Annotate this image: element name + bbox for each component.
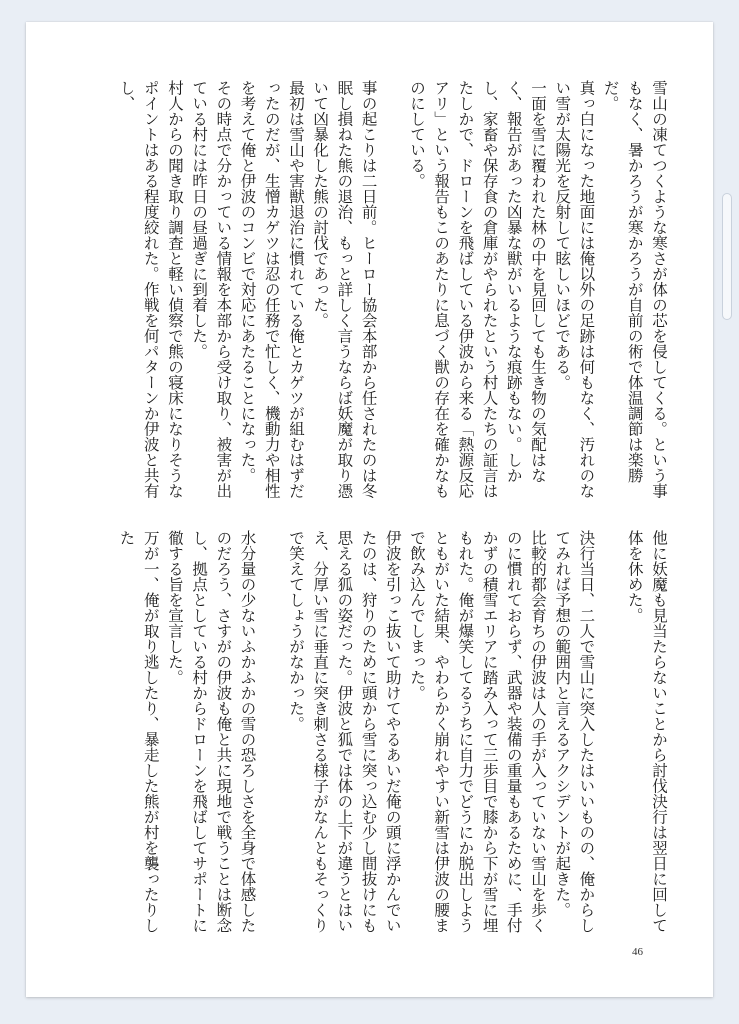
paragraph: 万が一、俺が取り逃したり、暴走した熊が村を襲ったりした xyxy=(117,530,160,933)
paragraph: 伊波を引っこ抜いて助けてやるあいだ俺の頭に浮かんでいたのは、狩りのために頭から雪に突っ込む少し間抜けにも思える狐の姿だった。伊波と狐では体の上下が違うとはいえ、分厚い雪に垂直に突き刺さる様子がなんともそっくりで笑えてしょうがなかった。 xyxy=(286,530,402,933)
paragraph: 決行当日、二人で雪山に突入したはいいものの、俺からしてみれば予想の範囲内と言えるアクシデントが起きた。 xyxy=(553,530,596,933)
paragraph-gap xyxy=(598,530,622,942)
paragraph: 村人からの聞き取り調査と軽い偵察で熊の寝床になりそうなポイントはある程度絞れた。作戦を何パターンか伊波と共有し、 xyxy=(117,80,184,499)
scrollbar-handle[interactable] xyxy=(722,193,732,320)
document-page xyxy=(26,22,713,997)
paragraph: 最初は雪山や害獣退治に慣れている俺とカゲツが組むはずだったのだが、生憎カゲツは忍の任務で忙しく、機動力や相性を考えて俺と伊波のコンビで対応にあたることになった。 xyxy=(238,80,305,499)
text-block-top xyxy=(117,80,671,510)
page-number: 46 xyxy=(632,946,643,958)
paragraph: 一面を雪に覆われた林の中を見回しても生き物の気配はなく、報告があった凶暴な獣がいるような痕跡もない。しかし、家畜や保存食の倉庫がやられたという村人たちの証言はたしかで、ドローンを飛ばしている伊波から来る「熱源反応アリ」という報告もこのあたりに息づく獣の存在を確かなものにしている。 xyxy=(407,80,547,499)
paragraph: 水分量の少ないふかふかの雪の恐ろしさを全身で体感したのだろう、さすがの伊波も俺と共に現地で戦うことは断念し、拠点としている村からドローンを飛ばしてサポートに徹する旨を宣言した。 xyxy=(165,530,257,933)
paragraph: 雪山の凍てつくような寒さが体の芯を侵してくる。という事もなく、暑かろうが寒かろうが自前の術で体温調節は楽勝だ。 真っ白になった地面には俺以外の足跡は何もなく、汚れのない雪が太陽光を反射して眩しいほどである。 xyxy=(553,80,668,499)
paragraph: その時点で分かっている情報を本部から受け取り、被害が出ている村には昨日の昼過ぎに到着した。 xyxy=(190,80,233,499)
paragraph: 他に妖魔も見当たらないことから討伐決行は翌日に回して体を休めた。 xyxy=(625,530,668,933)
paragraph-gap xyxy=(381,80,405,510)
paragraph: 事の起こりは二日前。ヒーロー協会本部から任されたのは冬眠し損ねた熊の退治、もっと詳しく言うならば妖魔が取り憑いて凶暴化した熊の討伐であった。 xyxy=(311,80,378,499)
paragraph: 比較的都会育ちの伊波は人の手が入っていない雪山を歩くのに慣れておらず、武器や装備の重量もあるために、手付かずの積雪エリアに踏み入って三歩目で膝から下が雪に埋もれた。俺が爆笑してるうちに自力でどうにか脱出しようともがいた結果、やわらかく崩れやすい新雪は伊波の腰まで飲み込んでしまった。 xyxy=(407,530,547,933)
paragraph-gap xyxy=(260,530,284,942)
text-block-bottom xyxy=(117,530,671,942)
